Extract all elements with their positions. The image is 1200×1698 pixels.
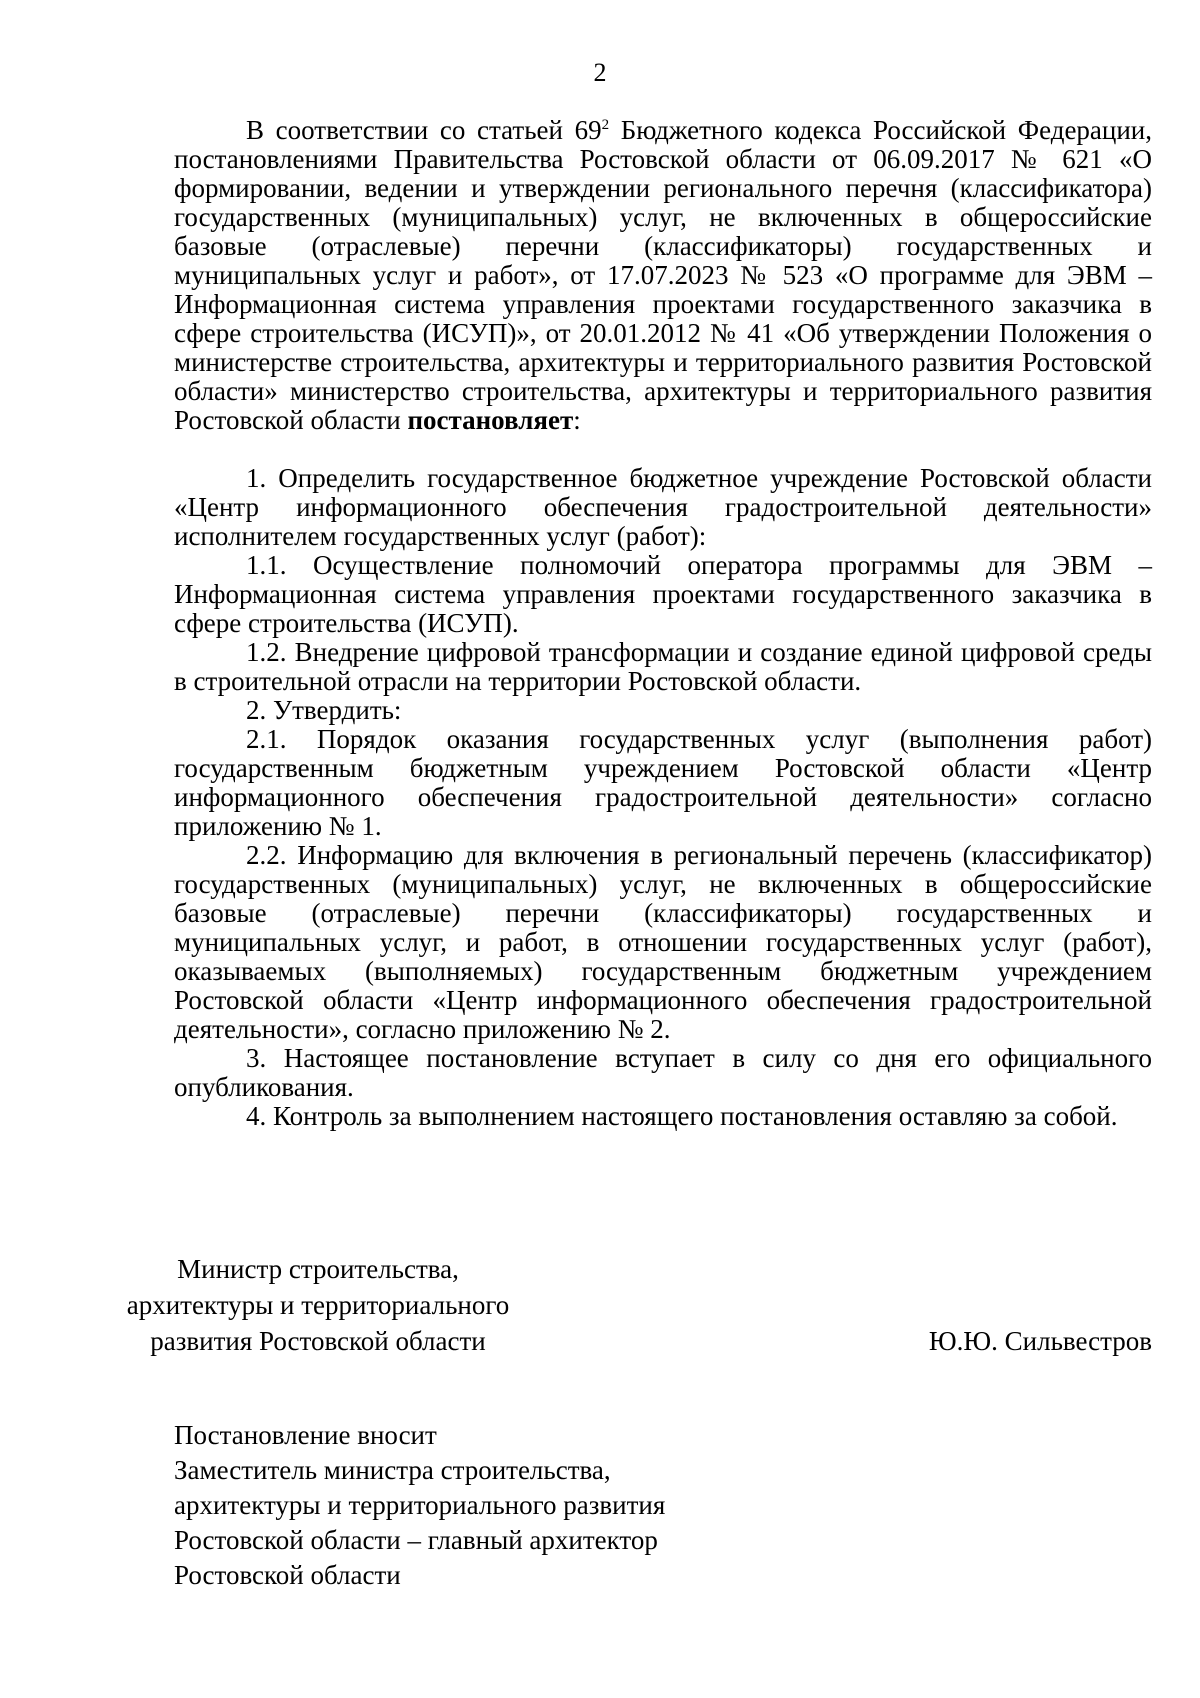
- contributor-line: Ростовской области – главный архитектор: [174, 1525, 658, 1555]
- resolution-keyword: постановляет: [407, 405, 574, 435]
- signatory-name: Ю.Ю. Сильвестров: [928, 1326, 1152, 1356]
- preamble-tail: :: [573, 405, 581, 435]
- item-1-2: 1.2. Внедрение цифровой трансформации и создание единой цифровой среды в строительной отрасли на территории Ростовской области.: [174, 637, 1152, 696]
- article-superscript: 2: [601, 117, 610, 133]
- contributor-line: Ростовской области: [174, 1560, 401, 1590]
- item-2-1: 2.1. Порядок оказания государственных услуг (выполнения работ) государственным бюджетным учреждением Ростовской области «Центр информационного обеспечения градостроительной деятельности» согласно приложению № 1.: [174, 724, 1152, 841]
- preamble-paragraph: [174, 116, 1152, 435]
- signatory-position-line: Министр строительства,: [177, 1254, 459, 1284]
- signatory-position-line: развития Ростовской области: [150, 1326, 486, 1356]
- page-number: 2: [593, 58, 607, 87]
- item-2-2: 2.2. Информацию для включения в региональный перечень (классификатор) государственных (муниципальных) услуг, не включенных в общероссийские базовые (отраслевые) перечни (классификаторы) государственных и муниципальных услуг, и работ, в отношении государственных услуг (работ), оказываемых (выполняемых) государственным бюджетным учреждением Ростовской области «Центр информационного обеспечения градостроительной деятельности», согласно приложению № 2.: [174, 840, 1152, 1044]
- preamble-text-continued: Бюджетного кодекса Российской Федерации, постановлениями Правительства Ростовской области от 06.09.2017 № 621 «О формировании, ведении и утверждении регионального перечня (классификатора) государственных (муниципальных) услуг, не включенных в общероссийские базовые (отраслевые) перечни (классификаторы) государственных и муниципальных услуг и работ», от 17.07.2023 № 523 «О программе для ЭВМ – Информационная система управления проектами государственного заказчика в сфере строительства (ИСУП)», от 20.01.2012 № 41 «Об утверждении Положения о министерстве строительства, архитектуры и территориального развития Ростовской области» министерство строительства, архитектуры и территориального развития Ростовской области: [174, 115, 1153, 435]
- contributor-line: Заместитель министра строительства,: [174, 1455, 611, 1485]
- item-2: 2. Утвердить:: [246, 695, 402, 725]
- signatory-position: [108, 1251, 528, 1359]
- item-4: 4. Контроль за выполнением настоящего постановления оставляю за собой.: [246, 1101, 1118, 1131]
- contributor-block: [174, 1418, 665, 1593]
- item-1: 1. Определить государственное бюджетное учреждение Ростовской области «Центр информационного обеспечения градостроительной деятельности» исполнителем государственных услуг (работ):: [174, 463, 1152, 551]
- paragraph-gap: [174, 435, 1152, 464]
- contributor-line: архитектуры и территориального развития: [174, 1490, 666, 1520]
- signatory-position-line: архитектуры и территориального: [126, 1290, 510, 1320]
- contributor-line: Постановление вносит: [174, 1420, 437, 1450]
- item-1-1: 1.1. Осуществление полномочий оператора программы для ЭВМ – Информационная система управления проектами государственного заказчика в сфере строительства (ИСУП).: [174, 550, 1152, 638]
- document-body: [174, 116, 1152, 1131]
- item-3: 3. Настоящее постановление вступает в силу со дня его официального опубликования.: [174, 1043, 1152, 1102]
- preamble-text: В соответствии со статьей 69: [246, 115, 602, 145]
